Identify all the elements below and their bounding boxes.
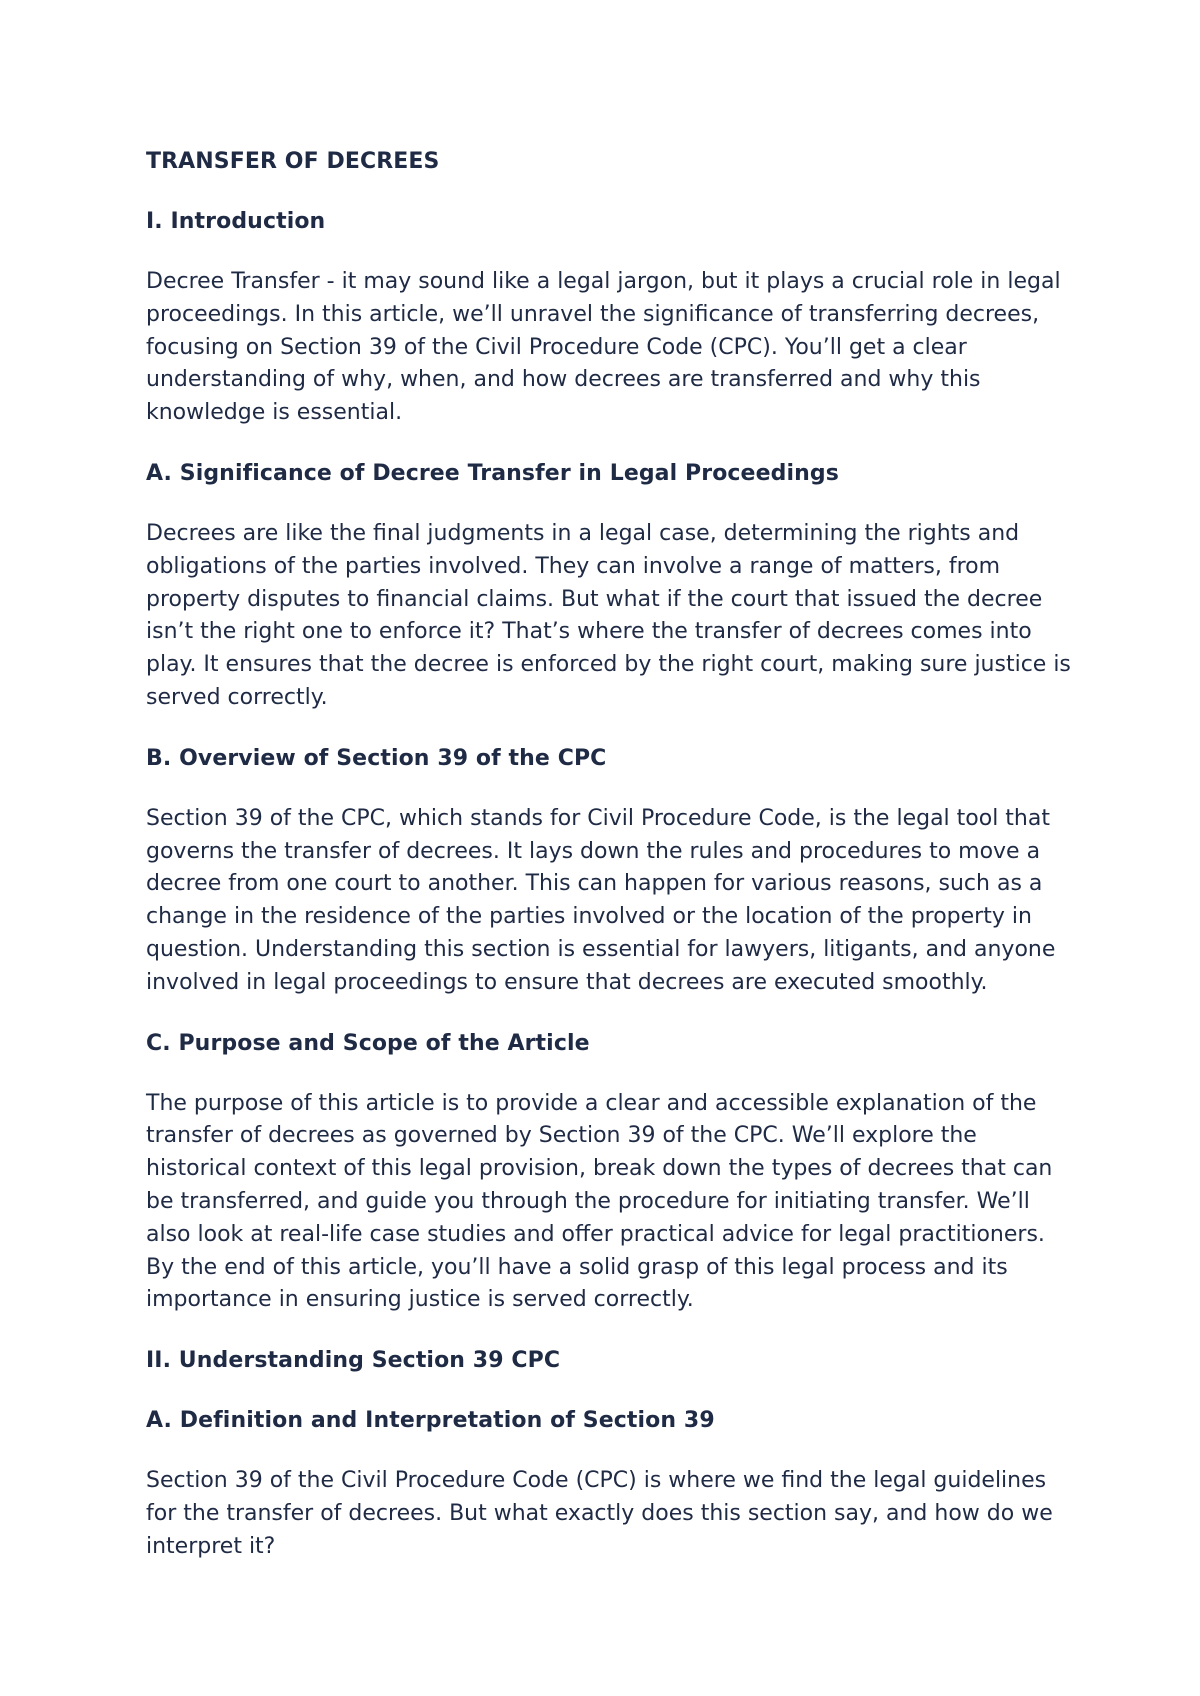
section-heading-definition-interpretation: A. Definition and Interpretation of Section 39 [146, 1408, 715, 1434]
section-paragraph-introduction: Decree Transfer - it may sound like a legal jargon, but it plays a crucial role in legal proceedings. In this article, we’ll unravel the significance of transferring decrees, focusing on Section 39 of the Civil Procedure Code (CPC). You’ll get a clear understanding of why, when, and how decrees are transferred and why this knowledge is essential. [146, 269, 1061, 426]
section-paragraph-overview: Section 39 of the CPC, which stands for Civil Procedure Code, is the legal tool that governs the transfer of decrees. It lays down the rules and procedures to move a decree from one court to another. This can happen for various reasons, such as a change in the residence of the parties involved or the location of the property in question. Understanding this section is essential for lawyers, litigants, and anyone involved in legal proceedings to ensure that decrees are executed smoothly. [146, 805, 1056, 995]
document-title: TRANSFER OF DECREES [146, 149, 440, 174]
document-page [146, 146, 1076, 1592]
section-paragraph-significance: Decrees are like the final judgments in a legal case, determining the rights and obligations of the parties involved. They can involve a range of matters, from property disputes to financial claims. But what if the court that issued the decree isn’t the right one to enforce it? That’s where the transfer of decrees comes into play. It ensures that the decree is enforced by the right court, making sure justice is served correctly. [146, 520, 1071, 710]
section-heading-understanding-section-39: II. Understanding Section 39 CPC [146, 1348, 561, 1374]
section-paragraph-definition-interpretation: Section 39 of the Civil Procedure Code (CPC) is where we find the legal guidelines for the transfer of decrees. But what exactly does this section say, and how do we interpret it? [146, 1468, 1053, 1559]
section-heading-significance: A. Significance of Decree Transfer in Legal Proceedings [146, 460, 839, 486]
section-heading-overview: B. Overview of Section 39 of the CPC [146, 745, 607, 771]
section-heading-purpose-scope: C. Purpose and Scope of the Article [146, 1030, 590, 1056]
section-heading-introduction: I. Introduction [146, 209, 326, 234]
section-paragraph-purpose-scope: The purpose of this article is to provide a clear and accessible explanation of the transfer of decrees as governed by Section 39 of the CPC. We’ll explore the historical context of this legal provision, break down the types of decrees that can be transferred, and guide you through the procedure for initiating transfer. We’ll also look at real-life case studies and offer practical advice for legal practitioners. By the end of this article, you’ll have a solid grasp of this legal process and its importance in ensuring justice is served correctly. [146, 1090, 1053, 1313]
